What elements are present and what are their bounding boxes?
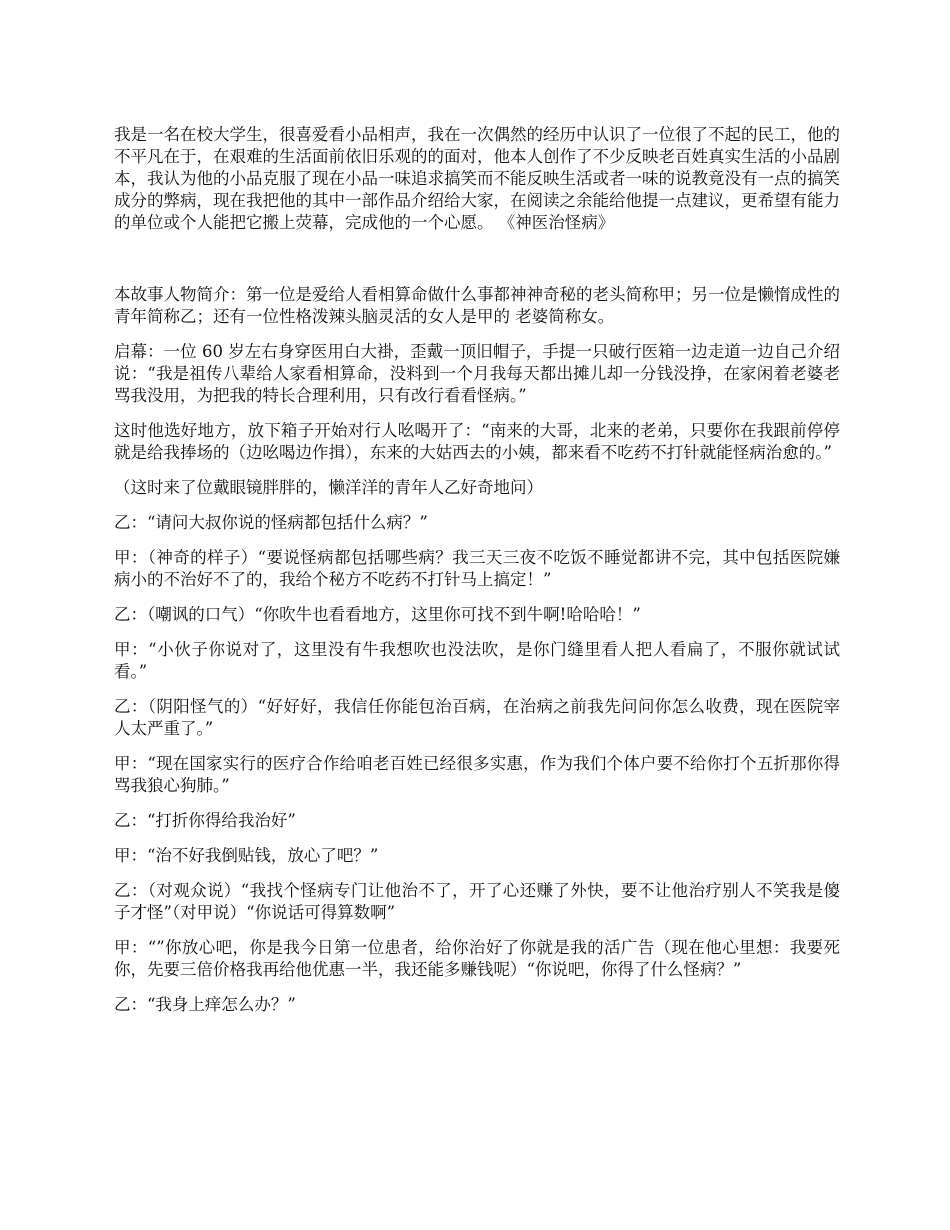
- dialogue-line: 甲：“现在国家实行的医疗合作给咱老百姓已经很多实惠，作为我们个体户要不给你打个五折那你得骂我狼心狗肺。”: [114, 754, 840, 795]
- dialogue-line: 乙：（嘲讽的口气）“你吹牛也看看地方，这里你可找不到牛啊!哈哈哈！”: [114, 605, 641, 624]
- dialogue-line: 乙：“打折你得给我治好”: [114, 811, 296, 830]
- dialogue-line: 乙：（阴阳怪气的）“好好好，我信任你能包治百病，在治病之前我先问问你怎么收费，现在医院宰人太严重了。”: [114, 697, 840, 738]
- document-page: [114, 124, 840, 1029]
- dialogue-line: 甲：“治不好我倒贴钱，放心了吧？”: [114, 846, 379, 865]
- script-paragraph: 这时他选好地方，放下箱子开始对行人吆喝开了：“南来的大哥，北来的老弟，只要你在我跟前停停就是给我捧场的（边吆喝边作揖），东来的大姑西去的小姨，都来看不吃药不打针就能怪病治愈的。”: [114, 421, 840, 462]
- dialogue-line: 甲：（神奇的样子）“要说怪病都包括哪些病？我三天三夜不吃饭不睡觉都讲不完，其中包括医院嫌病小的不治好不了的，我给个秘方不吃药不打针马上搞定！”: [114, 548, 840, 589]
- opening-scene-paragraph: 启幕：一位 60 岁左右身穿医用白大褂，歪戴一顶旧帽子，手提一只破行医箱一边走道一边自己介绍说：“我是祖传八辈给人家看相算命，没料到一个月我每天都出摊儿却一分钱没挣，在家闲着老婆老骂我没用，为把我的特长合理利用，只有改行看看怪病。”: [114, 342, 840, 405]
- character-intro-paragraph: 本故事人物简介：第一位是爱给人看相算命做什么事都神神奇秘的老头简称甲；另一位是懒惰成性的青年简称乙；还有一位性格泼辣头脑灵活的女人是甲的 老婆简称女。: [114, 285, 840, 326]
- dialogue-line: 甲：“小伙子你说对了，这里没有牛我想吹也没法吹，是你门缝里看人把人看扁了，不服你就试试看。”: [114, 640, 840, 681]
- intro-paragraph: 我是一名在校大学生，很喜爱看小品相声，我在一次偶然的经历中认识了一位很了不起的民工，他的不平凡在于，在艰难的生活面前依旧乐观的的面对，他本人创作了不少反映老百姓真实生活的小品剧本，我认为他的小品克服了现在小品一味追求搞笑而不能反映生活或者一味的说教竟没有一点的搞笑成分的弊病，现在我把他的其中一部作品介绍给大家，在阅读之余能给他提一点建议，更希望有能力的单位或个人能把它搬上荧幕，完成他的一个心愿。 《神医治怪病》: [114, 125, 840, 232]
- stage-direction: （这时来了位戴眼镜胖胖的，懒洋洋的青年人乙好奇地问）: [114, 478, 543, 497]
- dialogue-line: 乙：“我身上痒怎么办？”: [114, 995, 296, 1014]
- dialogue-line: 甲：“”你放心吧，你是我今日第一位患者，给你治好了你就是我的活广告（现在他心里想：我要死你，先要三倍价格我再给他优惠一半，我还能多赚钱呢）“你说吧，你得了什么怪病？”: [114, 938, 840, 979]
- dialogue-line: 乙：“请问大叔你说的怪病都包括什么病？”: [114, 513, 428, 532]
- dialogue-line: 乙：（对观众说）“我找个怪病专门让他治不了，开了心还赚了外快，要不让他治疗别人不笑我是傻子才怪”（对甲说）“你说话可得算数啊”: [114, 881, 840, 922]
